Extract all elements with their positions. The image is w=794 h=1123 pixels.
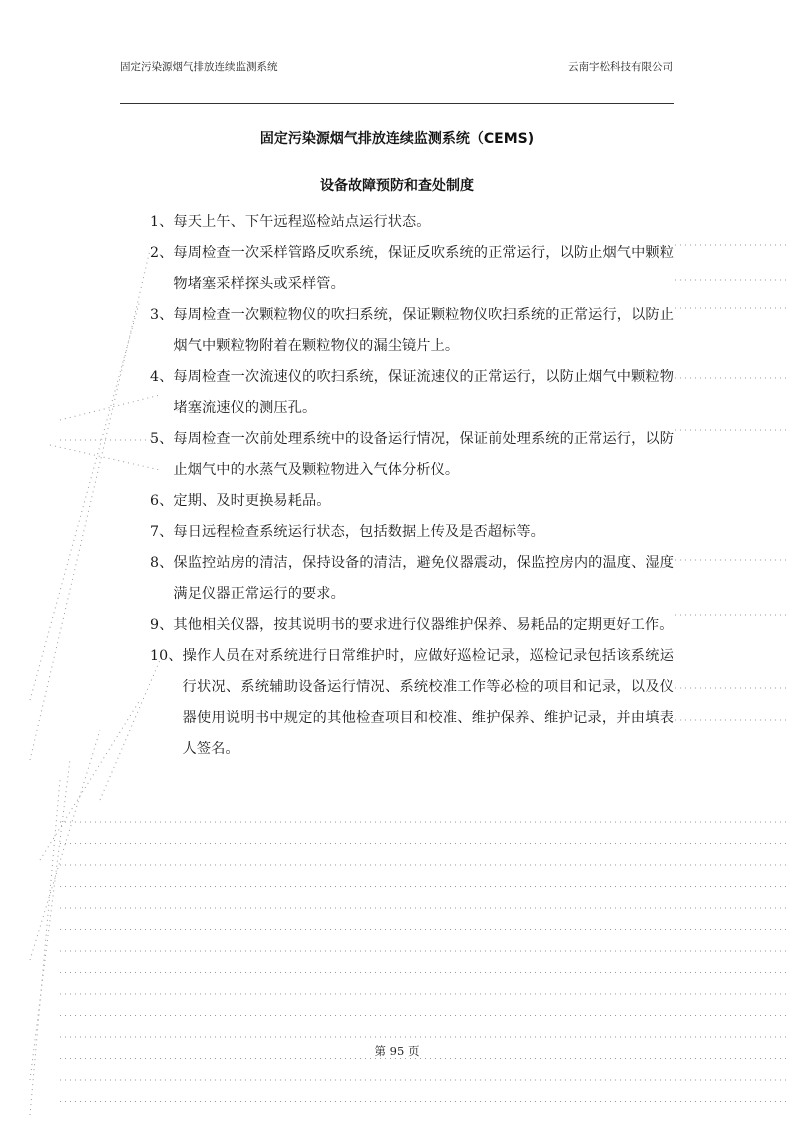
item-number: 7、	[150, 524, 174, 540]
header-divider	[120, 103, 674, 104]
item-number: 8、	[150, 555, 174, 571]
header-document-title: 固定污染源烟气排放连续监测系统	[120, 61, 278, 73]
list-item	[120, 300, 674, 362]
item-text: 操作人员在对系统进行日常维护时，应做好巡检记录，巡检记录包括该系统运行状况、系统辅助设备运行情况、系统校准工作等必检的项目和记录，以及仪器使用说明书中规定的其他检查项目和校准、维护保养、维护记录，并由填表人签名。	[182, 648, 674, 757]
list-item	[120, 362, 674, 424]
item-text: 其他相关仪器，按其说明书的要求进行仪器维护保养、易耗品的定期更好工作。	[173, 617, 674, 633]
item-text: 每周检查一次颗粒物仪的吹扫系统，保证颗粒物仪吹扫系统的正常运行，以防止烟气中颗粒物附着在颗粒物仪的漏尘镜片上。	[173, 307, 674, 354]
item-number: 1、	[150, 214, 174, 230]
list-item	[120, 641, 674, 765]
dotted-line	[30, 730, 100, 960]
item-number: 10、	[150, 648, 183, 664]
dotted-line	[30, 780, 60, 1115]
item-number: 2、	[150, 245, 174, 261]
header-company-name: 云南宇松科技有限公司	[568, 61, 673, 73]
page-subtitle: 设备故障预防和查处制度	[320, 178, 474, 194]
dotted-line	[30, 760, 70, 1080]
item-text: 每日远程检查系统运行状态，包括数据上传及是否超标等。	[173, 524, 545, 540]
item-number: 9、	[150, 617, 174, 633]
item-text: 保监控站房的清洁，保持设备的清洁，避免仪器震动，保监控房内的温度、湿度满足仪器正常运行的要求。	[173, 555, 674, 602]
item-text: 每天上午、下午远程巡检站点运行状态。	[173, 214, 431, 230]
list-item	[120, 548, 674, 610]
list-item	[120, 424, 674, 486]
page-number: 第 95 页	[374, 1044, 420, 1058]
item-number: 5、	[150, 431, 174, 447]
list-item	[120, 517, 674, 548]
list-item	[120, 207, 674, 238]
item-text: 定期、及时更换易耗品。	[173, 493, 331, 509]
item-number: 4、	[150, 369, 174, 385]
item-text: 每周检查一次采样管路反吹系统，保证反吹系统的正常运行，以防止烟气中颗粒物堵塞采样探头或采样管。	[173, 245, 674, 292]
item-number: 6、	[150, 493, 174, 509]
item-text: 每周检查一次前处理系统中的设备运行情况，保证前处理系统的正常运行，以防止烟气中的水蒸气及颗粒物进入气体分析仪。	[173, 431, 674, 478]
list-item	[120, 486, 674, 517]
procedure-list	[120, 207, 674, 765]
page-title: 固定污染源烟气排放连续监测系统（CEMS)	[259, 131, 535, 147]
list-item	[120, 238, 674, 300]
item-text: 每周检查一次流速仪的吹扫系统，保证流速仪的正常运行，以防止烟气中颗粒物堵塞流速仪的测压孔。	[173, 369, 674, 416]
item-number: 3、	[150, 307, 174, 323]
list-item	[120, 610, 674, 641]
